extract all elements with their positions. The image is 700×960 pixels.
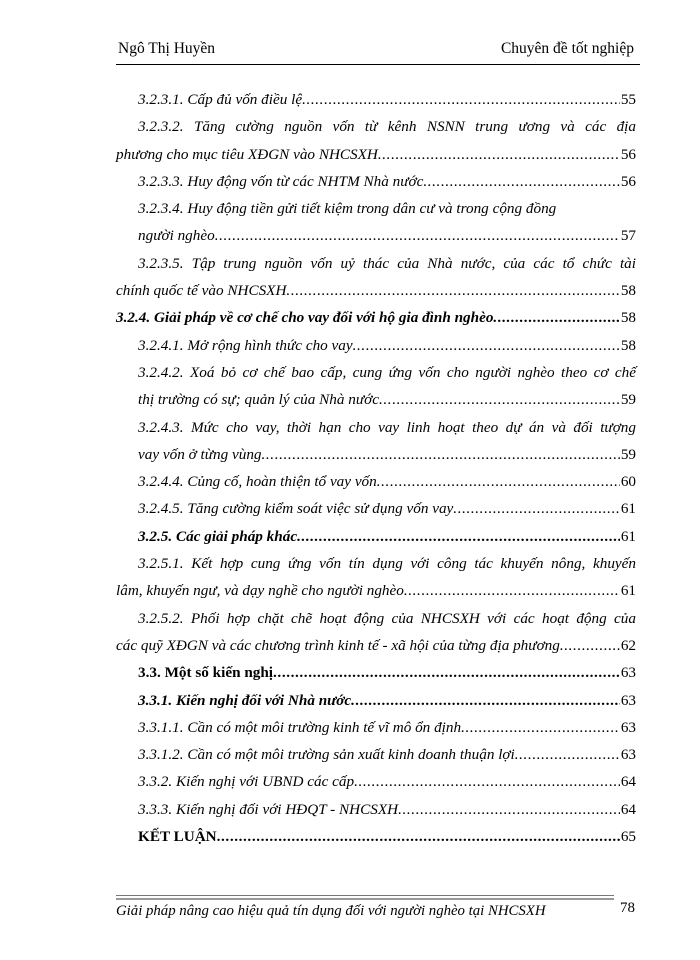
toc-page-number: 65 — [620, 828, 636, 846]
toc-entry: chính quốc tế vào NHCSXH ..... 58 — [116, 277, 636, 304]
toc-page-number: 58 — [620, 309, 636, 327]
footer-rule-thick — [116, 898, 614, 900]
toc-entry: 3.3.1.2. Cần có một môi trường sản xuất kinh doanh thuận lợi ..... 63 — [116, 741, 636, 768]
toc-entry-line1: 3.2.5.2. Phối hợp chặt chẽ hoạt động của NHCSXH với các hoạt động của — [138, 609, 636, 627]
toc-page-number: 63 — [620, 718, 636, 736]
toc-entry: 3.2.3.3. Huy động vốn từ các NHTM Nhà nước ..... 56 — [116, 168, 636, 195]
toc-page-number: 59 — [620, 445, 636, 463]
toc-entry: 3.2.3.1. Cấp đủ vốn điều lệ ..... 55 — [116, 86, 636, 113]
toc-page-number: 63 — [620, 691, 636, 709]
toc-page-number: 62 — [620, 636, 636, 654]
toc-page-number: 63 — [620, 664, 636, 682]
toc-entry: lâm, khuyến ngư, và dạy nghề cho người nghèo ..... 61 — [116, 577, 636, 604]
toc-page-number: 56 — [620, 145, 636, 163]
toc-entry: 3.2.4.4. Củng cố, hoàn thiện tổ vay vốn ..... 60 — [116, 468, 636, 495]
toc-entry-line1: 3.2.5.1. Kết hợp cung ứng vốn tín dụng với công tác khuyến nông, khuyến — [138, 555, 636, 573]
toc-entry-line1: 3.2.4.3. Mức cho vay, thời hạn cho vay linh hoạt theo dự án và đối tượng — [138, 418, 636, 436]
table-of-contents — [116, 86, 636, 850]
toc-page-number: 64 — [620, 773, 636, 791]
page-header — [118, 40, 638, 62]
header-author: Ngô Thị Huyền — [118, 40, 216, 57]
toc-entry-line1: 3.2.4.2. Xoá bỏ cơ chế bao cấp, cung ứng vốn cho người nghèo theo cơ chế — [138, 363, 636, 381]
toc-entry: 3.2.4.5. Tăng cường kiểm soát việc sử dụng vốn vay ..... 61 — [116, 495, 636, 522]
toc-entry: 3.3.2. Kiến nghị với UBND các cấp ..... 64 — [116, 768, 636, 795]
toc-page-number: 56 — [620, 172, 636, 190]
toc-page-number: 57 — [620, 227, 636, 245]
toc-page-number: 58 — [620, 336, 636, 354]
toc-page-number: 61 — [620, 500, 636, 518]
toc-entry-section: 3.2.5. Các giải pháp khác ..... 61 — [116, 523, 636, 550]
toc-page-number: 61 — [620, 527, 636, 545]
toc-entry-line1: 3.2.3.2. Tăng cường nguồn vốn từ kênh NSNN trung ương và các địa — [138, 118, 636, 136]
toc-entry: phương cho mục tiêu XĐGN vào NHCSXH ..... 56 — [116, 141, 636, 168]
toc-entry: các quỹ XĐGN và các chương trình kinh tế - xã hội của từng địa phương ..... 62 — [116, 632, 636, 659]
toc-entry-section: KẾT LUẬN ..... 65 — [116, 823, 636, 850]
page-number: 78 — [620, 900, 635, 916]
toc-entry: 3.3.1.1. Cần có một môi trường kinh tế vĩ mô ổn định ..... 63 — [116, 714, 636, 741]
toc-entry-section: 3.3. Một số kiến nghị ..... 63 — [116, 659, 636, 686]
toc-entry: thị trường có sự; quản lý của Nhà nước ..... 59 — [116, 386, 636, 413]
header-title: Chuyên đề tốt nghiệp — [500, 40, 634, 57]
toc-entry-line1: 3.2.3.5. Tập trung nguồn vốn uỷ thác của Nhà nước, của các tổ chức tài — [138, 254, 636, 272]
toc-entry-line1: 3.2.3.4. Huy động tiền gửi tiết kiệm trong dân cư và trong cộng đồng — [138, 200, 557, 218]
toc-entry: vay vốn ở từng vùng ..... 59 — [116, 441, 636, 468]
toc-page-number: 59 — [620, 391, 636, 409]
toc-page-number: 60 — [620, 473, 636, 491]
toc-page-number: 64 — [620, 800, 636, 818]
header-rule — [116, 64, 640, 65]
toc-page-number: 63 — [620, 746, 636, 764]
toc-page-number: 61 — [620, 582, 636, 600]
toc-page-number: 58 — [620, 282, 636, 300]
toc-page-number: 55 — [620, 91, 636, 108]
toc-entry: 3.3.3. Kiến nghị đối với HĐQT - NHCSXH ..... 64 — [116, 796, 636, 823]
footer-rule — [116, 895, 614, 896]
toc-entry: 3.2.4.1. Mở rộng hình thức cho vay ..... 58 — [116, 332, 636, 359]
toc-entry: người nghèo ..... 57 — [116, 222, 636, 249]
footer-text: Giải pháp nâng cao hiệu quả tín dụng đối với người nghèo tại NHCSXH — [116, 903, 546, 919]
toc-entry-section: 3.2.4. Giải pháp về cơ chế cho vay đối với hộ gia đình nghèo ..... 58 — [116, 304, 636, 331]
toc-entry-section: 3.3.1. Kiến nghị đối với Nhà nước ..... 63 — [116, 687, 636, 714]
